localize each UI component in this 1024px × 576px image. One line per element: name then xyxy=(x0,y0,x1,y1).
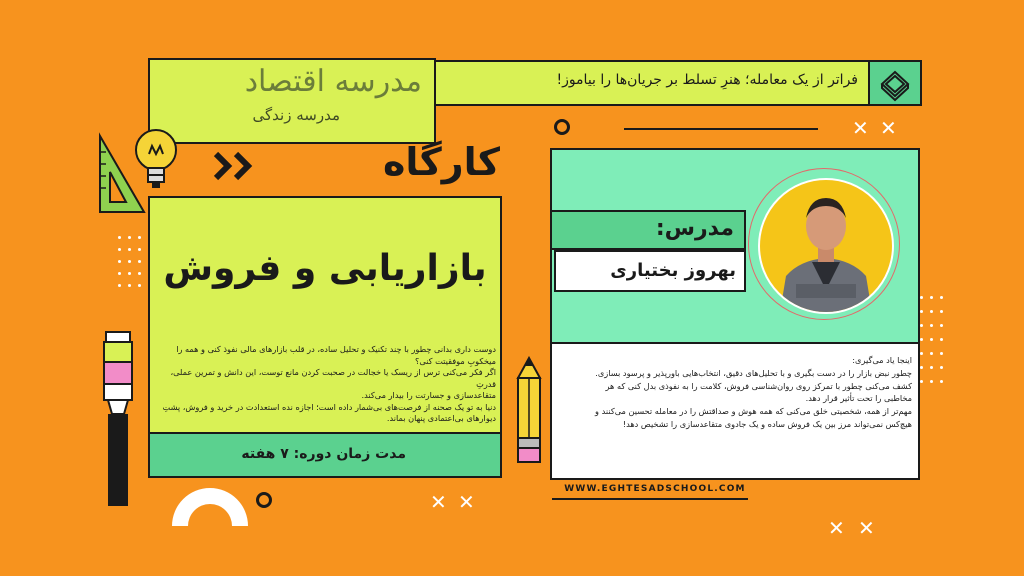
decor-dot-grid xyxy=(118,236,138,306)
decor-x: ✕ xyxy=(858,516,875,540)
learn-title: اینجا یاد می‌گیری: xyxy=(852,355,912,365)
description-line: دنیا به تو یک صحنه از فرصت‌های بی‌شمار داده است؛ اجازه نده استعدادت در خرید و فروش، پشتِ xyxy=(162,401,496,412)
course-description xyxy=(156,344,496,425)
pencil-icon xyxy=(514,356,544,466)
learn-content xyxy=(558,354,912,431)
decor-x: ✕ xyxy=(880,116,897,140)
course-title: بازاریابی و فروش xyxy=(163,248,487,289)
decor-circle xyxy=(554,119,570,135)
website-underline xyxy=(552,498,748,500)
instructor-name: بهروز بختیاری xyxy=(610,260,736,281)
decor-circle xyxy=(256,492,272,508)
chevron-double-icon xyxy=(212,150,260,182)
logo-subtext: مدرسه زندگی xyxy=(252,106,340,124)
learn-line: کشف می‌کنی چطور با تمرکز روی روان‌شناسی فروش، کلامت را به نفوذی بدل کنی که هر xyxy=(605,380,912,391)
decor-dot-grid xyxy=(920,296,940,406)
description-line: میخکوبِ موفقیتت کنی؟ xyxy=(415,355,496,366)
learn-line: چطور نبض بازار را در دست بگیری و با تحلیل‌های دقیق، انتخاب‌هایی باورپذیر و پرسود بسازی. xyxy=(595,367,912,378)
decor-x: ✕ xyxy=(430,490,447,514)
highlighter-icon xyxy=(100,330,136,510)
description-line: دیوارهای بی‌اعتمادی پنهان بماند. xyxy=(386,413,496,423)
website-url[interactable]: WWW.EGHTESADSCHOOL.COM xyxy=(564,484,746,494)
course-duration: مدت زمان دوره: ۷ هفته xyxy=(241,446,406,462)
learn-line: هیچ‌کس نمی‌تواند مرز بین یک فروش ساده و یک جادوی متقاعدسازی را تشخیص دهد! xyxy=(622,418,912,429)
decor-half-circle xyxy=(170,486,250,528)
tagline-text: فراتر از یک معامله؛ هنرِ تسلط بر جریان‌ها را بیاموز! xyxy=(556,72,858,88)
description-line: متقاعدسازی و جسارتت را بیدار می‌کند. xyxy=(361,390,496,400)
book-icon xyxy=(876,64,914,102)
decor-x: ✕ xyxy=(828,516,845,540)
description-line: دوست داری بدانی چطور با چند تکنیک و تحلیل ساده، در قلب بازارهای مالی نفوذ کنی و همه را xyxy=(176,344,496,354)
description-line: اگر فکر می‌کنی ترس از ریسک یا خجالت در صحبت کردن مانع توست، این دانش و تمرین عملی، قدرتِ xyxy=(170,367,496,389)
decor-x: ✕ xyxy=(458,490,475,514)
lightbulb-icon xyxy=(132,126,180,192)
decor-x: ✕ xyxy=(852,116,869,140)
logo-text: مدرسه اقتصاد xyxy=(244,64,422,99)
workshop-label: کارگاه xyxy=(382,140,500,184)
learn-line: مهم‌تر از همه، شخصیتی خلق می‌کنی که همه هوش و صداقتش را در معامله تحسین می‌کنند و xyxy=(595,406,912,417)
instructor-photo xyxy=(758,178,894,314)
decor-line-top xyxy=(624,128,818,130)
learn-line: مخاطبی را تحت تأثیر قرار دهد. xyxy=(805,393,912,404)
instructor-label: مدرس: xyxy=(655,216,734,241)
